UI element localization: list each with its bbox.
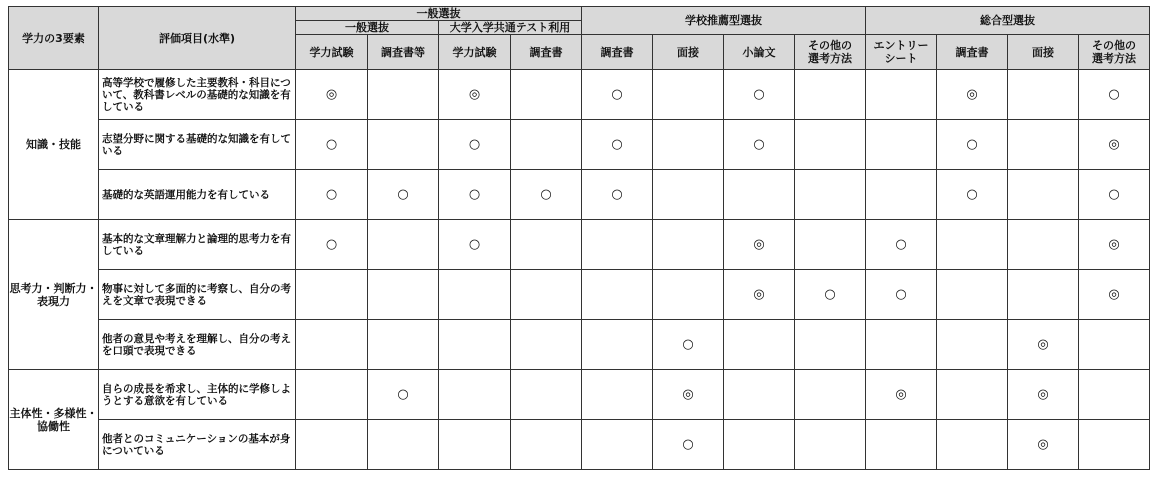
mark-cell [795,420,866,470]
mark-cell [866,320,937,370]
col-header: その他の 選考方法 [1079,35,1150,70]
mark-cell [511,120,582,170]
mark-cell [368,420,439,470]
mark-cell [937,370,1008,420]
col-header: 面接 [653,35,724,70]
header-recommend: 学校推薦型選抜 [582,7,866,35]
mark-cell: ○ [866,270,937,320]
mark-cell: ○ [582,170,653,220]
mark-cell: ◎ [1079,220,1150,270]
header-item: 評価項目(水準) [99,7,296,70]
item-text: 物事に対して多面的に考察し、自分の考えを文章で表現できる [99,270,296,320]
evaluation-table [8,6,1150,470]
mark-cell [724,370,795,420]
mark-cell [795,320,866,370]
mark-cell: ○ [511,170,582,220]
mark-cell [866,170,937,220]
item-text: 基礎的な英語運用能力を有している [99,170,296,220]
mark-cell [296,270,368,320]
table-row [9,320,1150,370]
mark-cell [511,70,582,120]
table-row [9,220,1150,270]
mark-cell [1079,420,1150,470]
table-row [9,170,1150,220]
mark-cell [368,220,439,270]
item-text: 基本的な文章理解力と論理的思考力を有している [99,220,296,270]
mark-cell [582,270,653,320]
mark-cell: ◎ [439,70,511,120]
mark-cell: ○ [368,370,439,420]
mark-cell: ○ [1079,70,1150,120]
mark-cell [296,320,368,370]
mark-cell [511,370,582,420]
item-text: 他者の意見や考えを理解し、自分の考えを口頭で表現できる [99,320,296,370]
col-header: 調査書 [582,35,653,70]
col-header: 学力試験 [296,35,368,70]
mark-cell [368,70,439,120]
mark-cell [511,220,582,270]
mark-cell: ○ [724,120,795,170]
mark-cell: ◎ [296,70,368,120]
mark-cell [582,370,653,420]
mark-cell: ○ [582,120,653,170]
mark-cell [724,320,795,370]
col-header: 調査書 [937,35,1008,70]
mark-cell [866,420,937,470]
mark-cell [511,420,582,470]
col-header: 面接 [1008,35,1079,70]
mark-cell: ○ [866,220,937,270]
mark-cell [511,270,582,320]
mark-cell [296,420,368,470]
mark-cell [937,220,1008,270]
mark-cell [368,270,439,320]
mark-cell: ◎ [866,370,937,420]
mark-cell [439,420,511,470]
mark-cell [653,70,724,120]
mark-cell [795,220,866,270]
col-header: 学力試験 [439,35,511,70]
mark-cell [582,220,653,270]
mark-cell: ○ [724,70,795,120]
mark-cell [866,70,937,120]
header-general: 一般選抜 [296,7,582,21]
mark-cell: ○ [795,270,866,320]
mark-cell: ○ [653,420,724,470]
mark-cell [511,320,582,370]
mark-cell [937,320,1008,370]
mark-cell: ○ [368,170,439,220]
mark-cell: ◎ [653,370,724,420]
mark-cell [1008,270,1079,320]
mark-cell: ◎ [1008,420,1079,470]
mark-cell: ○ [439,170,511,220]
mark-cell [937,420,1008,470]
item-text: 高等学校で履修した主要教科・科目について、教科書レベルの基礎的な知識を有している [99,70,296,120]
mark-cell: ○ [582,70,653,120]
mark-cell: ○ [937,120,1008,170]
item-text: 自らの成長を希求し、主体的に学修しようとする意欲を有している [99,370,296,420]
element-thinking: 思考力・判断力・ 表現力 [9,220,99,370]
mark-cell [724,420,795,470]
mark-cell [1008,220,1079,270]
mark-cell [439,370,511,420]
mark-cell [368,120,439,170]
header-general-sub: 一般選抜 [296,21,439,35]
mark-cell [1008,70,1079,120]
col-header: その他の 選考方法 [795,35,866,70]
table-row [9,70,1150,120]
mark-cell [1079,320,1150,370]
header-element: 学力の3要素 [9,7,99,70]
mark-cell: ◎ [1008,320,1079,370]
mark-cell [937,270,1008,320]
mark-cell [582,320,653,370]
header-comprehensive: 総合型選抜 [866,7,1150,35]
element-autonomy: 主体性・多様性・ 協働性 [9,370,99,470]
item-text: 志望分野に関する基礎的な知識を有している [99,120,296,170]
mark-cell: ○ [296,220,368,270]
mark-cell [795,70,866,120]
table-row [9,370,1150,420]
col-header: 調査書等 [368,35,439,70]
mark-cell: ○ [296,170,368,220]
table-row [9,270,1150,320]
table-row [9,120,1150,170]
mark-cell: ○ [439,120,511,170]
mark-cell [1008,120,1079,170]
mark-cell [795,170,866,220]
mark-cell [439,270,511,320]
mark-cell [653,220,724,270]
mark-cell [1008,170,1079,220]
mark-cell [296,370,368,420]
mark-cell [1079,370,1150,420]
mark-cell [368,320,439,370]
mark-cell: ◎ [724,270,795,320]
header-common-test: 大学入学共通テスト利用 [439,21,582,35]
mark-cell: ○ [1079,170,1150,220]
mark-cell: ◎ [1079,270,1150,320]
mark-cell [582,420,653,470]
mark-cell: ○ [439,220,511,270]
item-text: 他者とのコミュニケーションの基本が身についている [99,420,296,470]
col-header: エントリー シート [866,35,937,70]
mark-cell: ○ [296,120,368,170]
mark-cell [795,370,866,420]
mark-cell [653,270,724,320]
mark-cell: ○ [937,170,1008,220]
mark-cell [795,120,866,170]
mark-cell: ◎ [1008,370,1079,420]
col-header: 調査書 [511,35,582,70]
mark-cell [724,170,795,220]
mark-cell: ○ [653,320,724,370]
mark-cell: ◎ [937,70,1008,120]
mark-cell [439,320,511,370]
element-knowledge: 知識・技能 [9,70,99,220]
table-row [9,420,1150,470]
mark-cell: ◎ [1079,120,1150,170]
mark-cell [653,120,724,170]
mark-cell [866,120,937,170]
mark-cell: ◎ [724,220,795,270]
mark-cell [653,170,724,220]
col-header: 小論文 [724,35,795,70]
